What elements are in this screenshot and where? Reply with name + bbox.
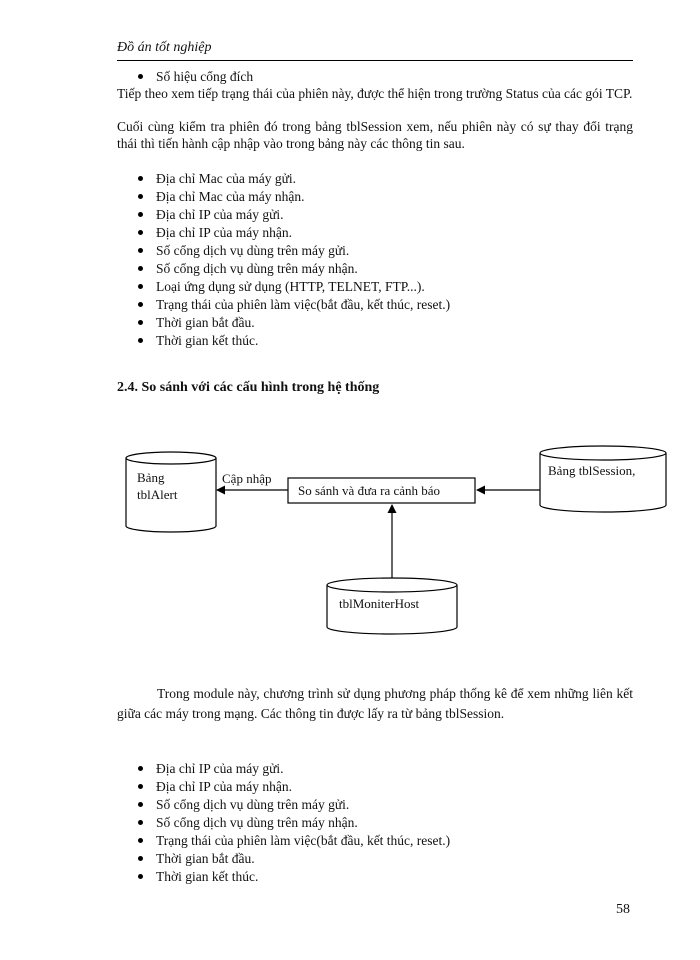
para-status: Tiếp theo xem tiếp trạng thái của phiên này, được thể hiện trong trường Status của các gói TCP. — [117, 86, 633, 101]
list-item: Số cổng dịch vụ dùng trên máy gửi. — [117, 242, 633, 260]
compare-process-label: So sánh và đưa ra cảnh báo — [298, 483, 441, 498]
list-item: Thời gian bắt đầu. — [117, 314, 633, 332]
tblmoniterhost-label: tblMoniterHost — [339, 596, 420, 611]
update-label: Cập nhập — [222, 471, 272, 486]
list-item: Địa chỉ IP của máy nhận. — [117, 224, 633, 242]
list-item: Địa chỉ IP của máy nhận. — [117, 778, 633, 796]
tblalert-label-line1: Bảng — [137, 470, 165, 485]
list-item: Trạng thái của phiên làm việc(bắt đầu, kết thúc, reset.) — [117, 832, 633, 850]
para-module — [117, 684, 633, 724]
list-item: Địa chỉ Mac của máy nhận. — [117, 188, 633, 206]
tblsession-label: Bảng tblSession, — [548, 463, 636, 478]
para-module-text: Trong module này, chương trình sử dụng phương pháp thống kê để xem những liên kết giữa các máy trong mạng. Các thông tin được lấy ra từ bảng tblSession. — [117, 686, 633, 721]
list-item: Địa chỉ IP của máy gửi. — [117, 206, 633, 224]
list-item: Số cổng dịch vụ dùng trên máy gửi. — [117, 796, 633, 814]
list-item: Địa chỉ IP của máy gửi. — [117, 760, 633, 778]
tblalert-label-line2: tblAlert — [137, 487, 178, 502]
list-item: Trạng thái của phiên làm việc(bắt đầu, kết thúc, reset.) — [117, 296, 633, 314]
tblsession-database-icon — [540, 446, 666, 512]
list-item: Số hiệu cổng đích — [117, 68, 633, 86]
info-list-2 — [117, 760, 633, 886]
list-item: Thời gian bắt đầu. — [117, 850, 633, 868]
para-check: Cuối cùng kiểm tra phiên đó trong bảng tblSession xem, nếu phiên này có sự thay đổi trạng thái thì tiến hành cập nhập vào trong bảng này các thông tin sau. — [117, 119, 633, 151]
list-item: Thời gian kết thúc. — [117, 868, 633, 886]
page-header-title: Đồ án tốt nghiệp — [117, 40, 212, 55]
list-item: Địa chỉ Mac của máy gửi. — [117, 170, 633, 188]
list-item: Loại ứng dụng sử dụng (HTTP, TELNET, FTP...). — [117, 278, 633, 296]
list-item: Số cổng dịch vụ dùng trên máy nhận. — [117, 260, 633, 278]
page-number: 58 — [616, 902, 630, 917]
list-item: Số cổng dịch vụ dùng trên máy nhận. — [117, 814, 633, 832]
section-heading: 2.4. So sánh với các cấu hình trong hệ thống — [117, 380, 380, 395]
list-item: Thời gian kết thúc. — [117, 332, 633, 350]
